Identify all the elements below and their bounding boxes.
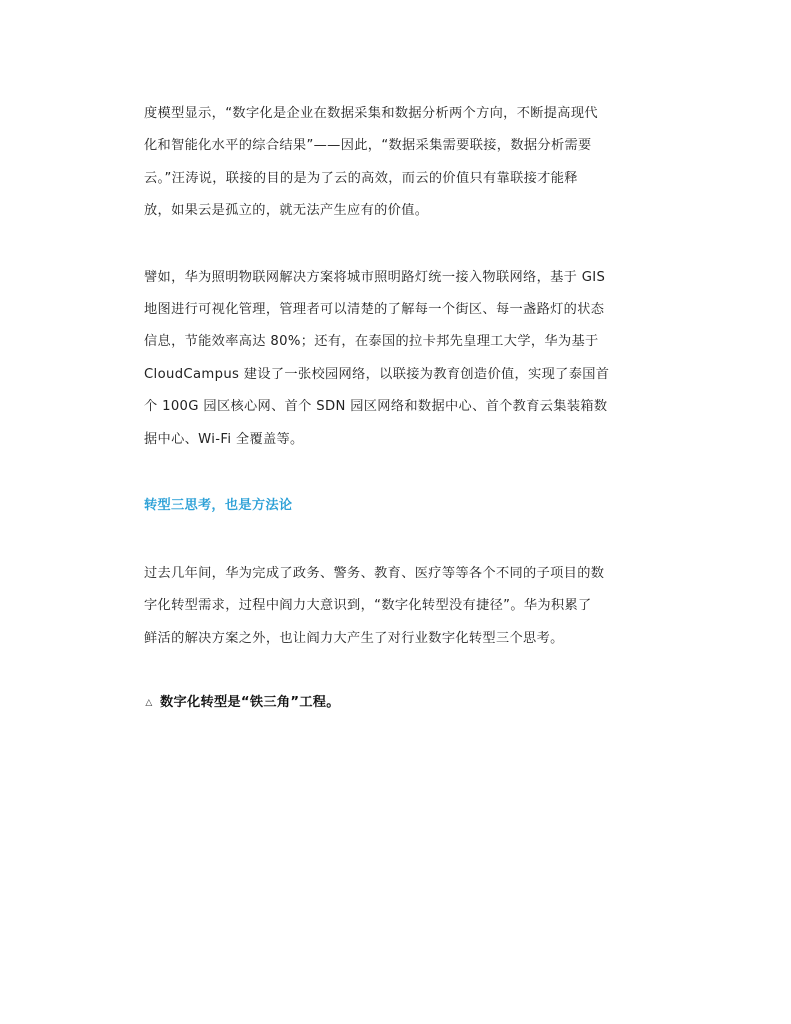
text-line: 信息，节能效率高达 80%；还有，在泰国的拉卡邦先皇理工大学，华为基于: [144, 334, 599, 350]
bullet-text: 数字化转型是“铁三角”工程。: [160, 695, 340, 711]
text-line: 鲜活的解决方案之外，也让阎力大产生了对行业数字化转型三个思考。: [144, 630, 564, 646]
text-line: 度模型显示，“数字化是企业在数据采集和数据分析两个方向，不断提高现代: [144, 106, 598, 121]
text-line: 据中心、Wi-Fi 全覆盖等。: [144, 431, 304, 447]
text-line: CloudCampus 建设了一张校园网络，以联接为教育创造价值，实现了泰国首: [144, 366, 610, 382]
bullet-item: [144, 687, 650, 719]
section-heading: 转型三思考，也是方法论: [144, 498, 293, 514]
text-line: 过去几年间，华为完成了政务、警务、教育、医疗等等各个不同的子项目的数: [144, 566, 605, 582]
text-line: 放，如果云是孤立的，就无法产生应有的价值。: [144, 203, 429, 219]
paragraph-digital-definition: [144, 98, 650, 228]
paragraph-transformation: [144, 558, 650, 655]
text-line: 字化转型需求，过程中阎力大意识到，“数字化转型没有捷径”。华为积累了: [144, 598, 592, 614]
text-line: 云。”汪涛说，联接的目的是为了云的高效，而云的价值只有靠联接才能释: [144, 170, 578, 186]
text-line: 地图进行可视化管理，管理者可以清楚的了解每一个街区、每一盏路灯的状态: [144, 302, 605, 318]
paragraph-iot-example: [144, 262, 650, 456]
text-line: 个 100G 园区核心网、首个 SDN 园区网络和数据中心、首个教育云集装箱数: [144, 399, 608, 415]
text-line: 化和智能化水平的综合结果”——因此，“数据采集需要联接，数据分析需要: [144, 138, 592, 154]
document-page: [144, 98, 650, 719]
triangle-icon: △: [145, 698, 153, 709]
text-line: 譬如，华为照明物联网解决方案将城市照明路灯统一接入物联网络，基于 GIS: [144, 269, 606, 285]
